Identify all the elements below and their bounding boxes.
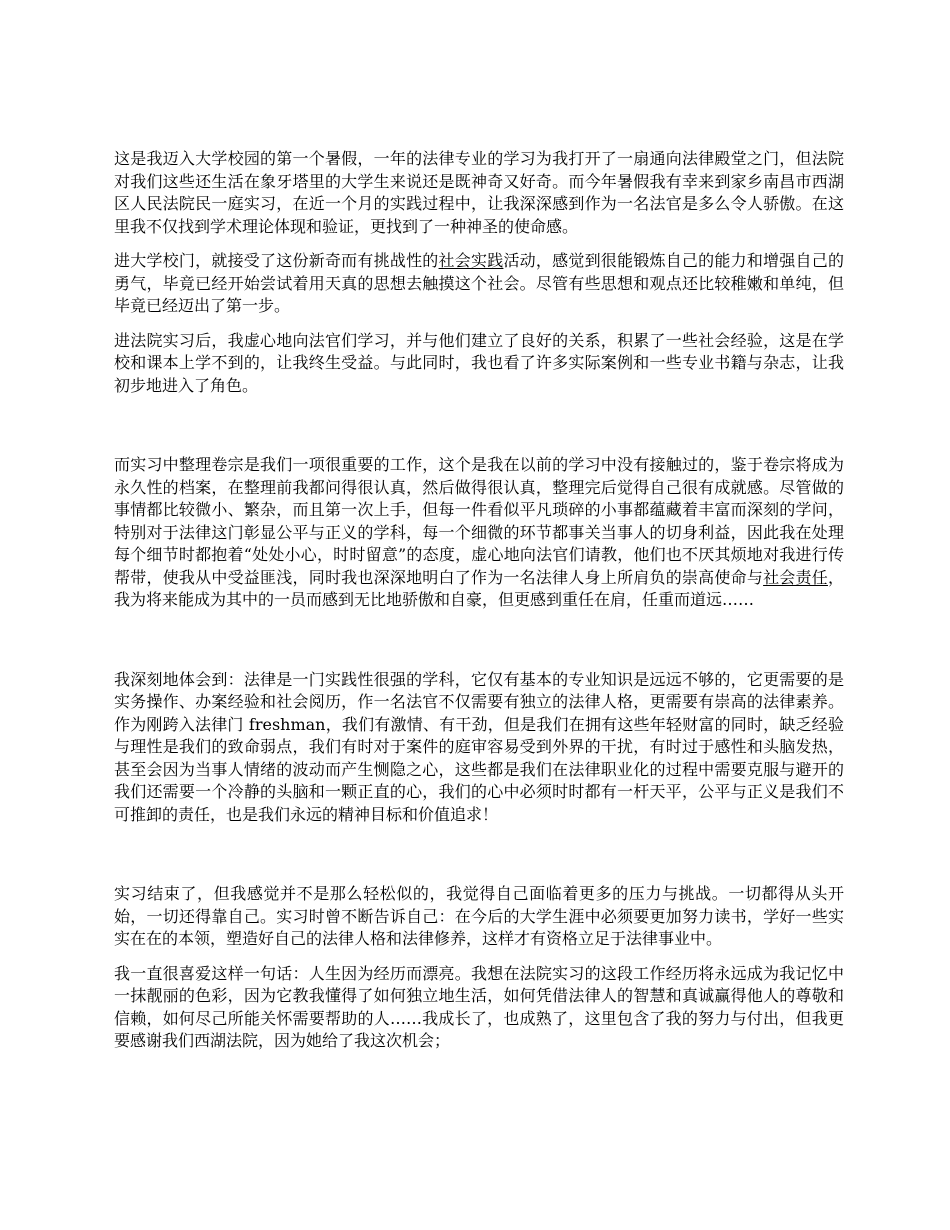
paragraph-text: ，我为将来能成为其中的一员而感到无比地骄傲和自豪，但更感到重任在肩，任重而道远……	[114, 567, 844, 609]
paragraph-intro: 这是我迈入大学校园的第一个暑假，一年的法律专业的学习为我打开了一扇通向法律殿堂之门，但法院对我们这些还生活在象牙塔里的大学生来说还是既神奇又好奇。而今年暑假我有幸来到家乡南昌市西湖区人民法院民一庭实习，在近一个月的实践过程中，让我深深感到作为一名法官是多么令人骄傲。在这里我不仅找到学术理论体现和验证，更找到了一种神圣的使命感。	[114, 149, 844, 236]
paragraph-social-practice	[114, 250, 844, 318]
paragraph-spacer	[114, 238, 844, 250]
paragraph-case-files	[114, 454, 844, 612]
social-responsibility-link[interactable]: 社会责任	[763, 567, 828, 587]
social-practice-link[interactable]: 社会实践	[438, 251, 504, 270]
paragraph-spacer	[114, 951, 844, 963]
paragraph-text: 活动，感觉到很能锻炼自己的能力和增强自己的勇气，毕竟已经开始尝试着用天真的思想去触摸这个社会。尽管有些思想和观点还比较稚嫩和单纯，但毕竟已经迈出了第一步。	[114, 251, 844, 315]
paragraph-closing: 我一直很喜爱这样一句话：人生因为经历而漂亮。我想在法院实习的这段工作经历将永远成为我记忆中一抹靓丽的色彩，因为它教我懂得了如何独立地生活，如何凭借法律人的智慧和真诚赢得他人的尊敬和信赖，如何尽己所能关怀需要帮助的人……我成长了，也成熟了，这里包含了我的努力与付出，但我更要感谢我们西湖法院，因为她给了我这次机会；	[114, 963, 844, 1050]
document-page	[114, 148, 844, 1053]
paragraph-spacer	[114, 612, 844, 669]
paragraph-text: 而实习中整理卷宗是我们一项很重要的工作，这个是我在以前的学习中没有接触过的，鉴于卷宗将成为永久性的档案，在整理前我都问得很认真，然后做得很认真，整理完后觉得自己很有成就感。尽管做的事情都比较微小、繁杂，而且第一次上手，但每一件看似平凡琐碎的小事都蕴藏着丰富而深刻的学问，特别对于法律这门彰显公平与正义的学科，每一个细微的环节都事关当事人的切身利益，因此我在处理每个细节时都抱着“处处小心，时时留意”的态度，虚心地向法官们请教，他们也不厌其烦地对我进行传帮带，使我从中受益匪浅，同时我也深深地明白了作为一名法律人身上所肩负的崇高使命与	[114, 455, 844, 587]
paragraph-learning: 进法院实习后，我虚心地向法官们学习，并与他们建立了良好的关系，积累了一些社会经验，这是在学校和课本上学不到的，让我终生受益。与此同时，我也看了许多实际案例和一些专业书籍与杂志，让我初步地进入了角色。	[114, 330, 844, 395]
paragraph-spacer	[114, 397, 844, 454]
paragraph-reflection: 我深刻地体会到：法律是一门实践性很强的学科，它仅有基本的专业知识是远远不够的，它更需要的是实务操作、办案经验和社会阅历，作一名法官不仅需要有独立的法律人格，更需要有崇高的法律素养。作为刚跨入法律门 freshman，我们有激情、有干劲，但是我们在拥有这些年轻财富的同时，缺乏经验与理性是我们的致命弱点，我们有时对于案件的庭审容易受到外界的干扰，有时过于感性和头脑发热，甚至会因为当事人情绪的波动而产生恻隐之心，这些都是我们在法律职业化的过程中需要克服与避开的我们还需要一个冷静的头脑和一颗正直的心，我们的心中必须时时都有一杆天平，公平与正义是我们不可推卸的责任，也是我们永远的精神目标和价值追求！	[114, 669, 844, 824]
paragraph-conclusion: 实习结束了，但我感觉并不是那么轻松似的，我觉得自己面临着更多的压力与挑战。一切都得从头开始，一切还得靠自己。实习时曾不断告诉自己：在今后的大学生涯中必须要更加努力读书，学好一些实实在在的本领，塑造好自己的法律人格和法律修养，这样才有资格立足于法律事业中。	[114, 884, 844, 948]
paragraph-spacer	[114, 318, 844, 330]
paragraph-text: 进大学校门，就接受了这份新奇而有挑战性的	[114, 251, 439, 270]
paragraph-spacer	[114, 826, 844, 883]
